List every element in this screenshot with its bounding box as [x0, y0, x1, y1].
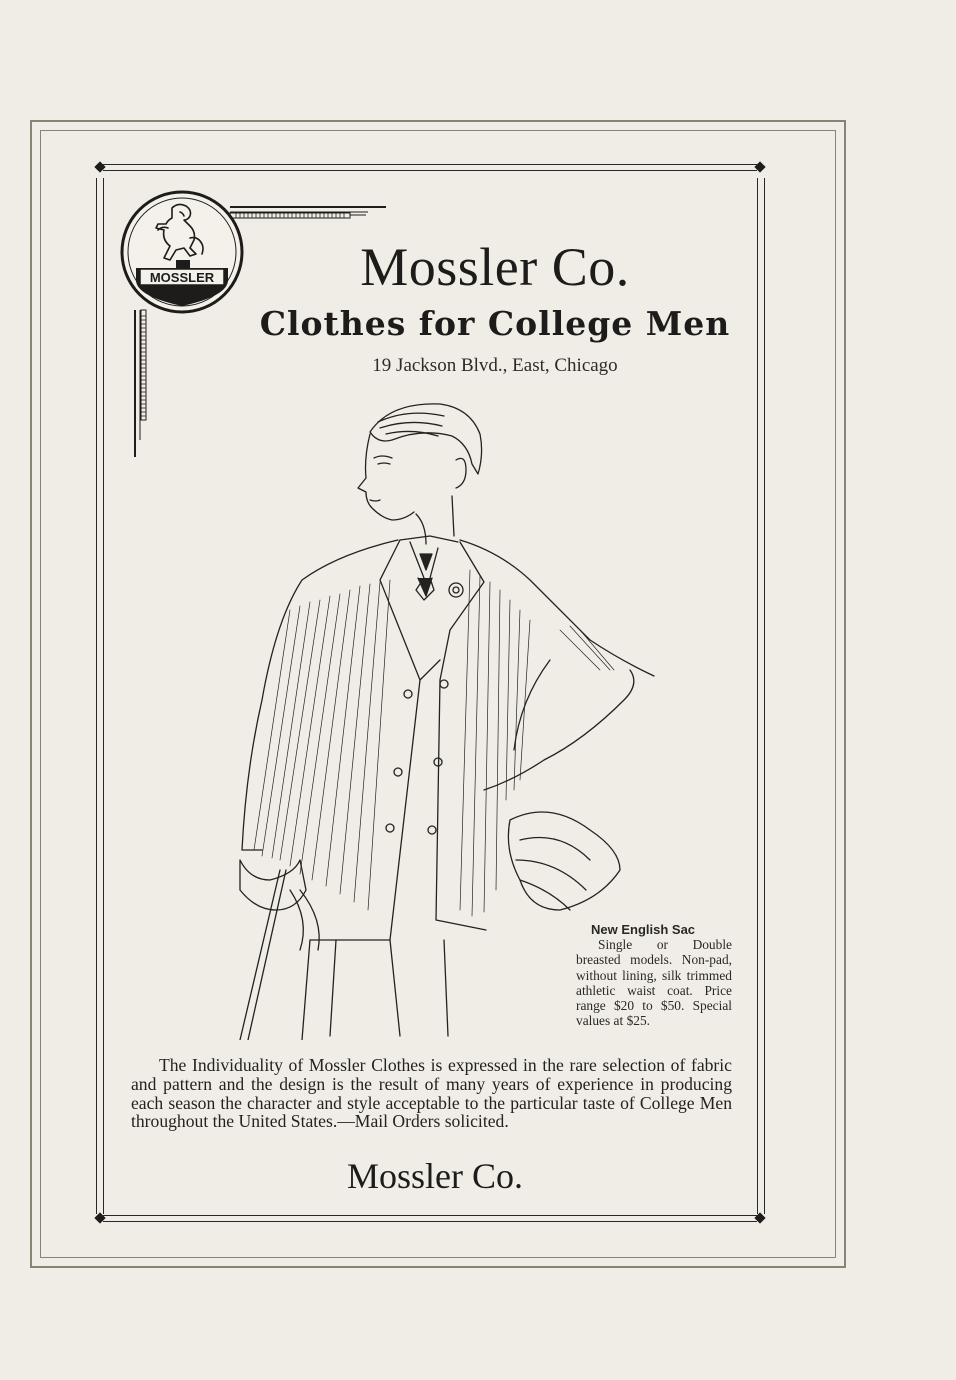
- address: 19 Jackson Blvd., East, Chicago: [372, 355, 618, 376]
- caption-title: New English Sac: [591, 922, 696, 937]
- page-subtitle: Clothes for College Men: [259, 304, 731, 343]
- logo-label: MOSSLER: [149, 270, 215, 285]
- caption-body: Single or Double breasted models. Non-pad, without lining, silk trimmed athletic waist coat. Price range $20 to $50. Special values at $25.: [576, 937, 732, 1029]
- footer-company-name: Mossler Co.: [346, 1156, 523, 1196]
- page-title: Mossler Co.: [360, 237, 630, 297]
- body-paragraph: The Individuality of Mossler Clothes is expressed in the rare selection of fabric and pattern and the design is the result of many years of experience in producing each season the character and style acceptable to the particular taste of College Men throughout the United States.—Mail Orders solicited.: [131, 1055, 732, 1132]
- product-caption: [576, 922, 732, 1028]
